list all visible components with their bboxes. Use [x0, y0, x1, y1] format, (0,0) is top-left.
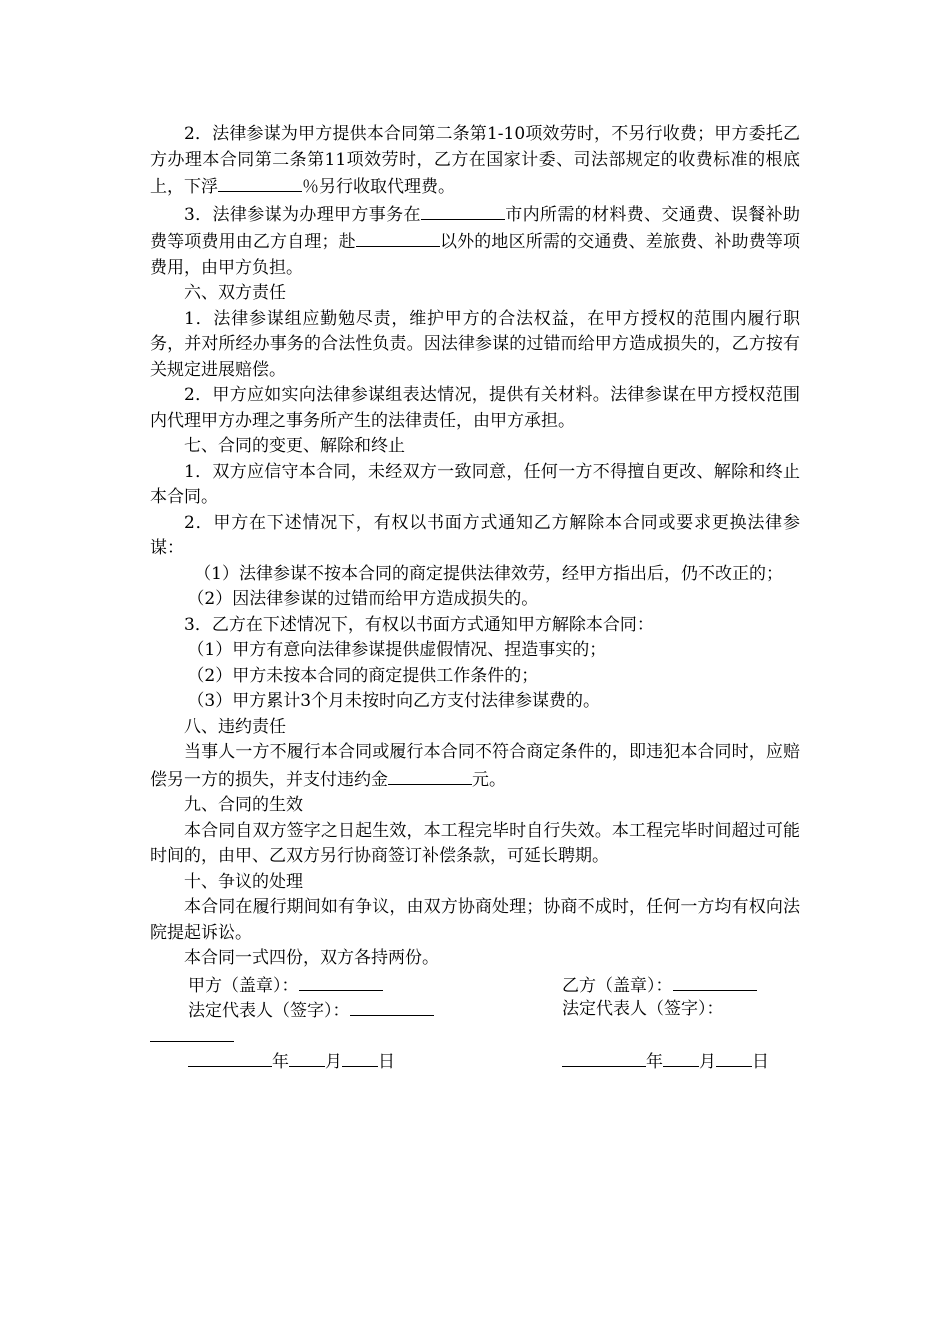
fee-clause-3-text-a: 3．法律参谋为办理甲方事务在	[184, 204, 421, 225]
section-heading-10: 十、争议的处理	[184, 871, 303, 892]
region-blank[interactable]	[356, 228, 440, 247]
seal-row	[150, 972, 800, 998]
fee-clause-2-tail: ％另行收取代理费。	[302, 177, 455, 197]
date-b-year-label: 年	[646, 1052, 663, 1072]
breach-clause	[150, 740, 800, 793]
discount-blank[interactable]	[218, 173, 302, 192]
date-a	[188, 1048, 395, 1076]
change-clause-3-item-3: （3）甲方累计3个月未按时向乙方支付法律参谋费的。	[187, 691, 601, 711]
penalty-blank[interactable]	[388, 766, 472, 785]
fee-clause-3	[150, 201, 800, 282]
party-a-seal-label: 甲方（盖章）：	[188, 975, 299, 996]
section-heading-7: 七、合同的变更、解除和终止	[184, 436, 405, 456]
date-row	[150, 1048, 800, 1074]
copies-clause: 本合同一式四份，双方各持两份。	[184, 948, 439, 968]
breach-clause-tail: 元。	[472, 769, 506, 790]
change-clause-3: 3．乙方在下述情况下，有权以书面方式通知甲方解除本合同：	[184, 614, 654, 635]
dispute-clause: 本合同在履行期间如有争议，由双方协商处理；协商不成时，任何一方均有权向法院提起诉讼。	[150, 897, 800, 943]
date-a-day-blank[interactable]	[342, 1048, 378, 1067]
party-a-seal-blank[interactable]	[299, 972, 383, 991]
contract-page	[150, 122, 800, 1074]
date-a-month-label: 月	[325, 1052, 342, 1072]
change-clause-2: 2．甲方在下述情况下，有权以书面方式通知乙方解除本合同或要求更换法律参谋：	[150, 512, 800, 558]
change-clause-2-item-1: （1）法律参谋不按本合同的商定提供法律效劳，经甲方指出后，仍不改正的；	[194, 563, 784, 584]
legal-rep-a-blank[interactable]	[350, 997, 434, 1016]
fee-clause-3-text-b: 市内所需的材料费、交通费、误餐补助费等项费用由乙方自理；赴	[150, 204, 801, 252]
breach-clause-text: 当事人一方不履行本合同或履行本合同不符合商定条件的，即违犯本合同时，应赔偿另一方的损失，并支付违约金	[150, 742, 800, 790]
party-b-seal-label: 乙方（盖章）：	[562, 975, 673, 996]
city-blank[interactable]	[421, 201, 505, 220]
change-clause-2-item-2: （2）因法律参谋的过错而给甲方造成损失的。	[187, 589, 539, 609]
party-b-seal-blank[interactable]	[673, 972, 757, 991]
date-a-year-blank[interactable]	[188, 1048, 272, 1067]
duty-clause-1: 1．法律参谋组应勤勉尽责，维护甲方的合法权益，在甲方授权的范围内履行职务，并对所经办事务的合法性负责。因法律参谋的过错而给甲方造成损失的，乙方按有关规定进展赔偿。	[150, 308, 800, 380]
party-b-seal	[562, 972, 757, 1000]
date-b-day-blank[interactable]	[716, 1048, 752, 1067]
legal-rep-a-label: 法定代表人（签字）：	[188, 1001, 350, 1021]
section-heading-8: 八、违约责任	[184, 716, 286, 737]
fee-clause-2-text: 2．法律参谋为甲方提供本合同第二条第1-10项效劳时，不另行收费；甲方委托乙方办理本合同第二条第11项效劳时，乙方在国家计委、司法部规定的收费标准的根底上，下浮	[150, 124, 800, 197]
legal-rep-b	[562, 997, 724, 1023]
date-b-month-blank[interactable]	[663, 1048, 699, 1067]
legal-rep-a	[188, 997, 434, 1025]
date-a-day-label: 日	[378, 1052, 395, 1072]
legal-rep-b-label: 法定代表人（签字）：	[562, 999, 724, 1019]
date-b-day-label: 日	[752, 1052, 769, 1072]
legal-rep-b-blank[interactable]	[150, 1023, 234, 1042]
effect-clause: 本合同自双方签字之日起生效，本工程完毕时自行失效。本工程完毕时间超过可能时间的，由甲、乙双方另行协商签订补偿条款，可延长聘期。	[150, 820, 800, 866]
legal-rep-row	[150, 997, 800, 1023]
date-a-year-label: 年	[272, 1052, 289, 1072]
section-heading-9: 九、合同的生效	[184, 795, 303, 815]
duty-clause-2: 2．甲方应如实向法律参谋组表达情况，提供有关材料。法律参谋在甲方授权范围内代理甲方办理之事务所产生的法律责任，由甲方承担。	[150, 385, 800, 431]
date-b-month-label: 月	[699, 1052, 716, 1072]
change-clause-1: 1．双方应信守本合同，未经双方一致同意，任何一方不得擅自更改、解除和终止本合同。	[150, 461, 800, 507]
change-clause-3-item-1: （1）甲方有意向法律参谋提供虚假情况、捏造事实的；	[187, 640, 607, 660]
section-heading-6: 六、双方责任	[184, 283, 286, 303]
party-a-seal	[188, 972, 383, 1000]
date-a-month-blank[interactable]	[289, 1048, 325, 1067]
date-b-year-blank[interactable]	[562, 1048, 646, 1067]
fee-clause-2	[150, 122, 800, 201]
date-b	[562, 1048, 769, 1076]
fee-clause-3-text-c: 以外的地区所需的交通费、差旅费、补助费等项费用，由甲方负担。	[150, 232, 801, 278]
legal-rep-b-continuation	[150, 1023, 800, 1049]
change-clause-3-item-2: （2）甲方未按本合同的商定提供工作条件的；	[187, 665, 539, 686]
